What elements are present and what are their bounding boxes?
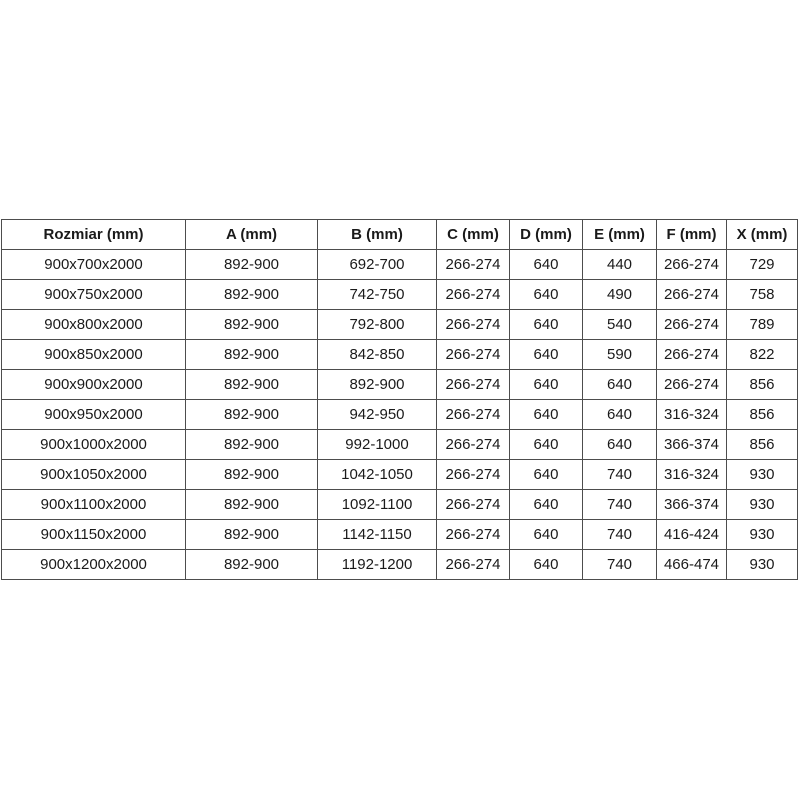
cell: 316-324 (657, 460, 727, 490)
cell: 266-274 (437, 430, 510, 460)
cell: 892-900 (186, 310, 318, 340)
cell: 740 (583, 460, 657, 490)
table-body (2, 250, 798, 580)
cell: 900x1150x2000 (2, 520, 186, 550)
cell: 640 (510, 280, 583, 310)
cell: 856 (727, 370, 798, 400)
cell: 942-950 (318, 400, 437, 430)
cell: 930 (727, 520, 798, 550)
cell: 640 (510, 250, 583, 280)
cell: 640 (510, 490, 583, 520)
column-header: D (mm) (510, 220, 583, 250)
cell: 266-274 (437, 460, 510, 490)
cell: 900x1000x2000 (2, 430, 186, 460)
cell: 266-274 (437, 520, 510, 550)
table-row (2, 520, 798, 550)
cell: 900x900x2000 (2, 370, 186, 400)
cell: 856 (727, 400, 798, 430)
cell: 930 (727, 550, 798, 580)
cell: 490 (583, 280, 657, 310)
cell: 792-800 (318, 310, 437, 340)
column-header: E (mm) (583, 220, 657, 250)
column-header: B (mm) (318, 220, 437, 250)
cell: 590 (583, 340, 657, 370)
cell: 266-274 (437, 280, 510, 310)
cell: 640 (510, 400, 583, 430)
size-table (1, 219, 798, 580)
table-row (2, 310, 798, 340)
cell: 842-850 (318, 340, 437, 370)
cell: 640 (510, 310, 583, 340)
cell: 640 (510, 370, 583, 400)
cell: 266-274 (437, 310, 510, 340)
cell: 640 (510, 520, 583, 550)
column-header: F (mm) (657, 220, 727, 250)
table-row (2, 280, 798, 310)
cell: 856 (727, 430, 798, 460)
cell: 640 (583, 400, 657, 430)
cell: 266-274 (657, 340, 727, 370)
cell: 892-900 (186, 250, 318, 280)
cell: 316-324 (657, 400, 727, 430)
cell: 366-374 (657, 430, 727, 460)
cell: 266-274 (657, 370, 727, 400)
cell: 740 (583, 520, 657, 550)
cell: 640 (510, 550, 583, 580)
cell: 466-474 (657, 550, 727, 580)
cell: 900x1050x2000 (2, 460, 186, 490)
cell: 1192-1200 (318, 550, 437, 580)
cell: 758 (727, 280, 798, 310)
cell: 900x850x2000 (2, 340, 186, 370)
cell: 900x1100x2000 (2, 490, 186, 520)
cell: 742-750 (318, 280, 437, 310)
cell: 266-274 (437, 550, 510, 580)
cell: 900x1200x2000 (2, 550, 186, 580)
cell: 892-900 (186, 460, 318, 490)
cell: 900x800x2000 (2, 310, 186, 340)
cell: 266-274 (657, 310, 727, 340)
cell: 640 (510, 430, 583, 460)
cell: 892-900 (186, 430, 318, 460)
cell: 266-274 (657, 250, 727, 280)
table-row (2, 400, 798, 430)
table-row (2, 370, 798, 400)
cell: 892-900 (186, 340, 318, 370)
column-header: A (mm) (186, 220, 318, 250)
cell: 900x700x2000 (2, 250, 186, 280)
cell: 892-900 (186, 520, 318, 550)
cell: 640 (510, 460, 583, 490)
cell: 440 (583, 250, 657, 280)
cell: 640 (583, 430, 657, 460)
table-row (2, 490, 798, 520)
table-row (2, 340, 798, 370)
cell: 930 (727, 490, 798, 520)
cell: 729 (727, 250, 798, 280)
cell: 892-900 (186, 550, 318, 580)
column-header: C (mm) (437, 220, 510, 250)
cell: 266-274 (437, 490, 510, 520)
cell: 416-424 (657, 520, 727, 550)
cell: 1142-1150 (318, 520, 437, 550)
cell: 930 (727, 460, 798, 490)
column-header: Rozmiar (mm) (2, 220, 186, 250)
cell: 892-900 (186, 280, 318, 310)
cell: 900x950x2000 (2, 400, 186, 430)
cell: 1042-1050 (318, 460, 437, 490)
cell: 892-900 (186, 400, 318, 430)
cell: 740 (583, 490, 657, 520)
cell: 822 (727, 340, 798, 370)
column-header: X (mm) (727, 220, 798, 250)
cell: 1092-1100 (318, 490, 437, 520)
cell: 892-900 (318, 370, 437, 400)
cell: 892-900 (186, 490, 318, 520)
table-row (2, 550, 798, 580)
cell: 789 (727, 310, 798, 340)
cell: 692-700 (318, 250, 437, 280)
cell: 540 (583, 310, 657, 340)
table-header-row (2, 220, 798, 250)
cell: 740 (583, 550, 657, 580)
cell: 640 (583, 370, 657, 400)
cell: 640 (510, 340, 583, 370)
cell: 900x750x2000 (2, 280, 186, 310)
cell: 266-274 (437, 340, 510, 370)
table-row (2, 460, 798, 490)
table-row (2, 430, 798, 460)
cell: 992-1000 (318, 430, 437, 460)
cell: 366-374 (657, 490, 727, 520)
cell: 266-274 (437, 400, 510, 430)
cell: 266-274 (657, 280, 727, 310)
cell: 266-274 (437, 370, 510, 400)
table-row (2, 250, 798, 280)
cell: 892-900 (186, 370, 318, 400)
cell: 266-274 (437, 250, 510, 280)
